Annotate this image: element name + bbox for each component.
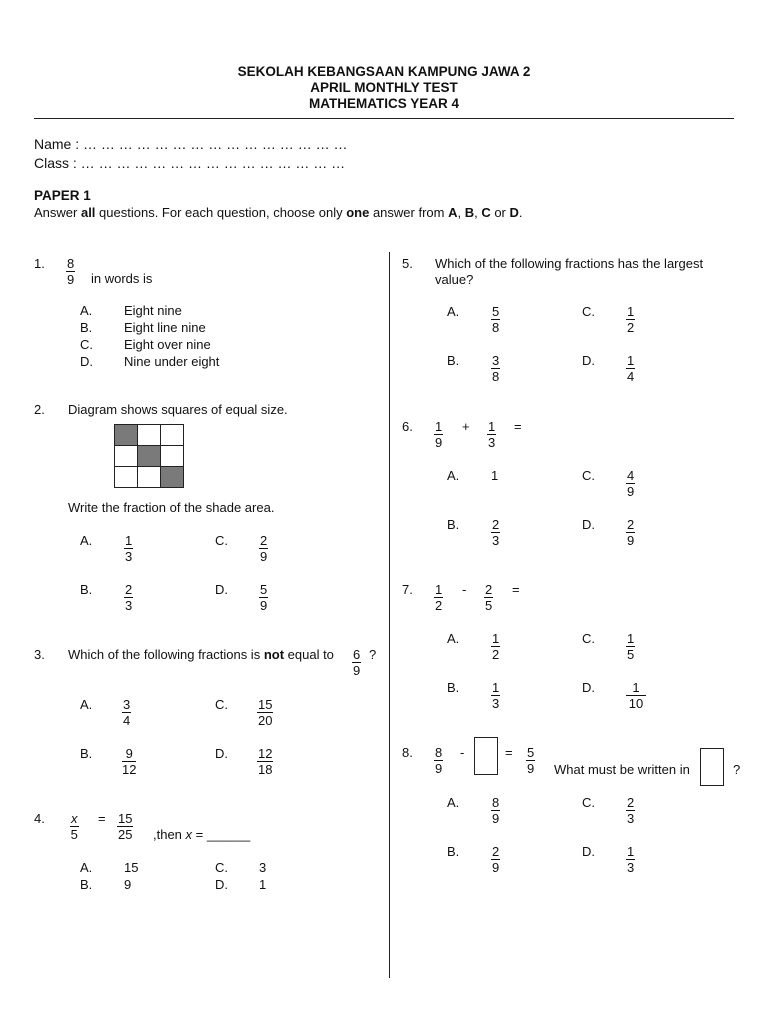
q6-plus: + <box>462 419 470 434</box>
q6-option-a[interactable]: 1 <box>491 468 499 483</box>
q7-option-d-label[interactable]: D. <box>582 680 595 695</box>
q3-question-mark: ? <box>369 647 377 662</box>
q6-number: 6. <box>402 419 413 434</box>
numerator: 15 <box>118 811 133 826</box>
q6-option-a-label[interactable]: A. <box>447 468 460 483</box>
q6-fraction-a <box>434 419 443 450</box>
q5-option-a-label[interactable]: A. <box>447 304 460 319</box>
instr-option-b: B <box>464 205 475 220</box>
q8-text: What must be written in <box>554 762 690 777</box>
numerator: 1 <box>627 631 635 646</box>
q6-equals: = <box>514 419 522 434</box>
q8-option-a[interactable] <box>491 795 500 826</box>
column-divider <box>389 252 390 978</box>
denominator: 3 <box>627 860 635 875</box>
q2-prompt: Write the fraction of the shade area. <box>68 500 275 515</box>
q1-option-b[interactable]: Eight line nine <box>124 320 206 335</box>
q7-option-d[interactable] <box>626 680 646 711</box>
numerator: 5 <box>527 745 535 760</box>
q8-option-a-label[interactable]: A. <box>447 795 460 810</box>
denominator: 3 <box>125 598 133 613</box>
q3-text-part: equal to <box>284 647 334 662</box>
instr-end: . <box>518 205 523 220</box>
numerator: 1 <box>627 304 635 319</box>
q3-option-c-label[interactable]: C. <box>215 697 228 712</box>
q4-then-text: ,then <box>153 827 186 842</box>
q8-option-b-label[interactable]: B. <box>447 844 460 859</box>
q4-equals: = <box>98 811 106 826</box>
numerator: x <box>71 811 78 826</box>
numerator: 1 <box>488 419 496 434</box>
q4-option-a[interactable]: 15 <box>124 860 139 875</box>
q5-option-d-label[interactable]: D. <box>582 353 595 368</box>
q1-option-d-label[interactable]: D. <box>80 354 93 369</box>
q8-question-mark: ? <box>733 762 741 777</box>
denominator: 9 <box>353 663 361 678</box>
denominator: 18 <box>258 762 273 777</box>
denominator: 5 <box>70 827 78 842</box>
q2-option-a[interactable] <box>124 533 133 564</box>
q7-option-a[interactable] <box>491 631 500 662</box>
numerator: 3 <box>123 697 131 712</box>
q8-equals: = <box>505 745 513 760</box>
q1-option-d[interactable]: Nine under eight <box>124 354 220 369</box>
shaded-square <box>138 446 161 467</box>
square <box>161 425 184 446</box>
q5-option-b[interactable] <box>491 353 500 384</box>
numerator: 1 <box>627 844 635 859</box>
q8-option-c[interactable] <box>626 795 635 826</box>
q3-option-c[interactable] <box>257 697 273 728</box>
q3-option-b-label[interactable]: B. <box>80 746 93 761</box>
denominator: 25 <box>118 827 133 842</box>
q4-option-c-label[interactable]: C. <box>215 860 228 875</box>
q2-option-d-label[interactable]: D. <box>215 582 228 597</box>
denominator: 2 <box>627 320 635 335</box>
instr-bold-all: all <box>80 205 96 220</box>
q4-option-d-label[interactable]: D. <box>215 877 228 892</box>
q8-number: 8. <box>402 745 413 760</box>
denominator: 3 <box>125 549 133 564</box>
q2-option-c[interactable] <box>259 533 268 564</box>
q5-option-d[interactable] <box>626 353 635 384</box>
denominator: 3 <box>492 533 500 548</box>
subject-title: MATHEMATICS YEAR 4 <box>308 96 459 111</box>
q7-option-b-label[interactable]: B. <box>447 680 460 695</box>
q5-number: 5. <box>402 256 413 271</box>
q4-option-b-label[interactable]: B. <box>80 877 93 892</box>
q7-option-a-label[interactable]: A. <box>447 631 460 646</box>
numerator: 3 <box>492 353 500 368</box>
q6-option-d[interactable] <box>626 517 635 548</box>
shaded-square <box>161 467 184 488</box>
q5-option-c-label[interactable]: C. <box>582 304 595 319</box>
denominator: 9 <box>492 860 500 875</box>
instr-text: questions. For each question, choose only <box>95 205 347 220</box>
numerator: 6 <box>353 647 361 662</box>
q8-option-d[interactable] <box>626 844 635 875</box>
q8-minus: - <box>460 745 465 760</box>
q5-option-a[interactable] <box>491 304 500 335</box>
test-title: APRIL MONTHLY TEST <box>310 80 458 95</box>
denominator: 20 <box>258 713 273 728</box>
q2-option-d[interactable] <box>259 582 268 613</box>
q4-number: 4. <box>34 811 45 826</box>
instr-bold-one: one <box>346 205 370 220</box>
numerator: 1 <box>125 533 133 548</box>
denominator: 12 <box>122 762 137 777</box>
q8-reference-box <box>700 748 724 786</box>
q3-option-b[interactable] <box>122 746 136 777</box>
numerator: 15 <box>258 697 273 712</box>
denominator: 4 <box>627 369 635 384</box>
numerator: 8 <box>435 745 443 760</box>
q6-fraction-b <box>487 419 496 450</box>
q3-text <box>68 647 334 662</box>
q7-fraction-b <box>484 582 493 613</box>
q3-bold-not: not <box>263 647 285 662</box>
instr-option-a: A <box>448 205 458 220</box>
numerator: 1 <box>627 353 635 368</box>
square <box>115 467 138 488</box>
q7-minus: - <box>462 582 467 597</box>
q3-fraction <box>352 647 361 678</box>
instructions <box>34 205 523 220</box>
instr-option-c: C <box>481 205 491 220</box>
denominator: 10 <box>628 696 644 711</box>
q3-text-part: Which of the following fractions is <box>68 647 264 662</box>
q8-option-b[interactable] <box>491 844 500 875</box>
q4-option-c[interactable]: 3 <box>259 860 267 875</box>
square <box>138 467 161 488</box>
numerator: 1 <box>492 631 500 646</box>
denominator: 2 <box>435 598 443 613</box>
q5-text-line2: value? <box>435 272 474 287</box>
denominator: 3 <box>488 435 496 450</box>
q4-option-d[interactable]: 1 <box>259 877 267 892</box>
q2-option-c-label[interactable]: C. <box>215 533 228 548</box>
q6-option-b[interactable] <box>491 517 500 548</box>
q4-variable-x: x <box>185 827 193 842</box>
denominator: 9 <box>527 761 535 776</box>
denominator: 9 <box>492 811 500 826</box>
numerator: 1 <box>435 582 443 597</box>
q2-text: Diagram shows squares of equal size. <box>68 402 288 417</box>
q1-option-a-label[interactable]: A. <box>80 303 93 318</box>
denominator: 5 <box>627 647 635 662</box>
numerator: 1 <box>492 680 500 695</box>
name-field[interactable]: Name : … … … … … … … … … … … … … … … <box>34 136 348 152</box>
numerator: 2 <box>627 795 635 810</box>
denominator: 3 <box>627 811 635 826</box>
numerator: 2 <box>125 582 133 597</box>
numerator: 2 <box>485 582 493 597</box>
q3-option-d-label[interactable]: D. <box>215 746 228 761</box>
square <box>115 446 138 467</box>
denominator: 9 <box>627 484 635 499</box>
denominator: 2 <box>492 647 500 662</box>
q4-option-b[interactable]: 9 <box>124 877 132 892</box>
q2-square-grid <box>114 424 184 488</box>
denominator: 9 <box>435 435 443 450</box>
denominator: 4 <box>123 713 131 728</box>
q4-answer-blank[interactable]: = ______ <box>192 827 251 842</box>
q8-option-c-label[interactable]: C. <box>582 795 595 810</box>
instr-text: Answer <box>34 205 81 220</box>
q3-option-a-label[interactable]: A. <box>80 697 93 712</box>
numerator: 2 <box>492 517 500 532</box>
q1-option-a[interactable]: Eight nine <box>124 303 182 318</box>
paper-title: PAPER 1 <box>34 188 91 203</box>
q7-option-c[interactable] <box>626 631 635 662</box>
numerator: 9 <box>122 746 136 762</box>
denominator: 9 <box>67 272 75 287</box>
denominator: 9 <box>260 598 268 613</box>
q7-fraction-a <box>434 582 443 613</box>
q5-text-line1: Which of the following fractions has the largest <box>435 256 704 271</box>
denominator: 8 <box>492 369 500 384</box>
q7-option-b[interactable] <box>491 680 500 711</box>
header-divider <box>34 118 734 119</box>
q6-option-c[interactable] <box>626 468 635 499</box>
numerator: 2 <box>492 844 500 859</box>
q2-option-b-label[interactable]: B. <box>80 582 93 597</box>
q8-fraction-a <box>434 745 443 776</box>
q6-option-c-label[interactable]: C. <box>582 468 595 483</box>
q1-option-b-label[interactable]: B. <box>80 320 93 335</box>
denominator: 5 <box>485 598 493 613</box>
q7-number: 7. <box>402 582 413 597</box>
numerator: 4 <box>627 468 635 483</box>
q4-then <box>153 827 250 842</box>
q7-equals: = <box>512 582 520 597</box>
q2-option-b[interactable] <box>124 582 133 613</box>
numerator: 1 <box>435 419 443 434</box>
denominator: 8 <box>492 320 500 335</box>
class-field[interactable]: Class : … … … … … … … … … … … … … … … <box>34 155 346 171</box>
instr-or: or <box>490 205 510 220</box>
school-name: SEKOLAH KEBANGSAAN KAMPUNG JAWA 2 <box>237 64 531 79</box>
denominator: 9 <box>260 549 268 564</box>
q4-option-a-label[interactable]: A. <box>80 860 93 875</box>
numerator: 5 <box>260 582 268 597</box>
q8-fraction-b <box>526 745 535 776</box>
q1-option-c[interactable]: Eight over nine <box>124 337 211 352</box>
instr-sep: , <box>457 205 465 220</box>
numerator: 5 <box>492 304 500 319</box>
q2-number: 2. <box>34 402 45 417</box>
q8-option-d-label[interactable]: D. <box>582 844 595 859</box>
instr-sep: , <box>474 205 482 220</box>
numerator: 8 <box>492 795 500 810</box>
square <box>161 446 184 467</box>
q1-text: in words is <box>91 271 153 286</box>
q7-option-c-label[interactable]: C. <box>582 631 595 646</box>
q4-fraction-x <box>70 811 79 842</box>
q3-option-a[interactable] <box>122 697 131 728</box>
q6-option-d-label[interactable]: D. <box>582 517 595 532</box>
denominator: 9 <box>435 761 443 776</box>
instr-option-d: D <box>509 205 519 220</box>
q8-answer-box[interactable] <box>474 737 498 775</box>
numerator: 12 <box>258 746 273 761</box>
shaded-square <box>115 425 138 446</box>
numerator: 2 <box>627 517 635 532</box>
denominator: 9 <box>627 533 635 548</box>
q3-number: 3. <box>34 647 45 662</box>
q4-fraction <box>117 811 133 842</box>
instr-text: answer from <box>369 205 449 220</box>
q3-option-d[interactable] <box>257 746 273 777</box>
numerator: 2 <box>260 533 268 548</box>
numerator: 8 <box>67 256 75 271</box>
q5-option-c[interactable] <box>626 304 635 335</box>
denominator: 3 <box>492 696 500 711</box>
q5-option-b-label[interactable]: B. <box>447 353 460 368</box>
q1-fraction <box>66 256 75 287</box>
square <box>138 425 161 446</box>
q1-option-c-label[interactable]: C. <box>80 337 93 352</box>
q1-number: 1. <box>34 256 45 271</box>
q6-option-b-label[interactable]: B. <box>447 517 460 532</box>
numerator: 1 <box>626 680 646 696</box>
q2-option-a-label[interactable]: A. <box>80 533 93 548</box>
